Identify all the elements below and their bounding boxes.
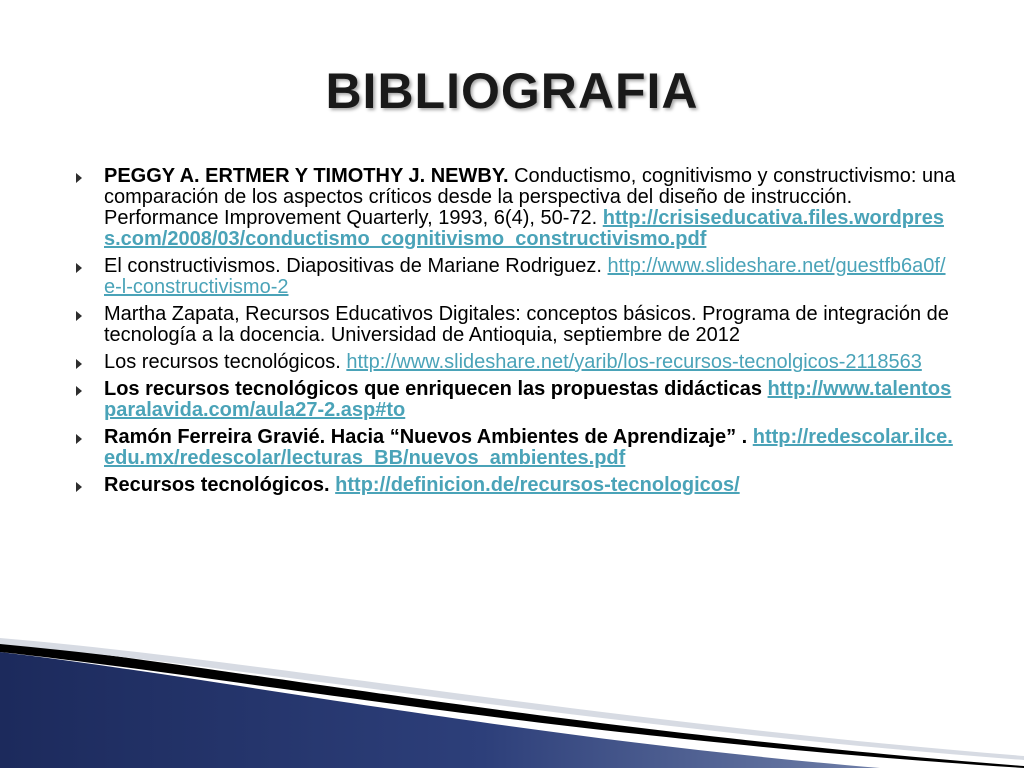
triangle-bullet-icon	[76, 263, 82, 273]
reference-title: Los recursos tecnológicos que enriquecen las propuestas didácticas	[104, 378, 768, 400]
reference-link[interactable]: http://crisiseducativa.files.wordpress.com/2008/03/conductismo_cognitivismo_constructivismo.pdf	[104, 207, 944, 250]
triangle-bullet-icon	[76, 173, 82, 183]
reference-item-5	[76, 379, 956, 421]
triangle-bullet-icon	[76, 434, 82, 444]
reference-item-4	[76, 352, 956, 373]
reference-link[interactable]: http://www.slideshare.net/yarib/los-recursos-tecnolgicos-2118563	[346, 351, 922, 373]
reference-text: Conductismo, cognitivismo y constructivismo: una comparación de los aspectos críticos desde la perspectiva del diseño de instrucción. Performance Improvement Quarterly, 1993, 6(4), 50-72.	[104, 165, 956, 229]
reference-link[interactable]: http://www.slideshare.net/guestfb6a0f/e-l-constructivismo-2	[104, 255, 946, 298]
triangle-bullet-icon	[76, 311, 82, 321]
reference-item-2	[76, 256, 956, 298]
reference-item-7	[76, 475, 956, 496]
triangle-bullet-icon	[76, 386, 82, 396]
reference-link[interactable]: http://www.talentosparalavida.com/aula27-2.asp#to	[104, 378, 952, 421]
corner-swoosh-decoration	[0, 638, 1024, 768]
reference-item-1	[76, 166, 956, 250]
reference-link[interactable]: http://definicion.de/recursos-tecnologicos/	[335, 474, 740, 496]
reference-text: El constructivismos. Diapositivas de Mariane Rodriguez.	[104, 255, 608, 277]
triangle-bullet-icon	[76, 482, 82, 492]
bibliography-list	[76, 166, 956, 502]
reference-text: Martha Zapata, Recursos Educativos Digitales: conceptos básicos. Programa de integración de tecnología a la docencia. Universidad de Antioquia, septiembre de 2012	[104, 303, 949, 346]
triangle-bullet-icon	[76, 359, 82, 369]
reference-title: Recursos tecnológicos.	[104, 474, 336, 496]
reference-text: Los recursos tecnológicos.	[104, 351, 347, 373]
reference-item-6	[76, 427, 956, 469]
reference-item-3	[76, 304, 956, 346]
reference-link[interactable]: http://redescolar.ilce.edu.mx/redescolar/lecturas_BB/nuevos_ambientes.pdf	[104, 426, 953, 469]
slide-title: BIBLIOGRAFIA	[325, 63, 699, 119]
reference-authors: PEGGY A. ERTMER Y TIMOTHY J. NEWBY.	[104, 165, 509, 187]
reference-title: Ramón Ferreira Gravié. Hacia “Nuevos Ambientes de Aprendizaje” .	[104, 426, 753, 448]
